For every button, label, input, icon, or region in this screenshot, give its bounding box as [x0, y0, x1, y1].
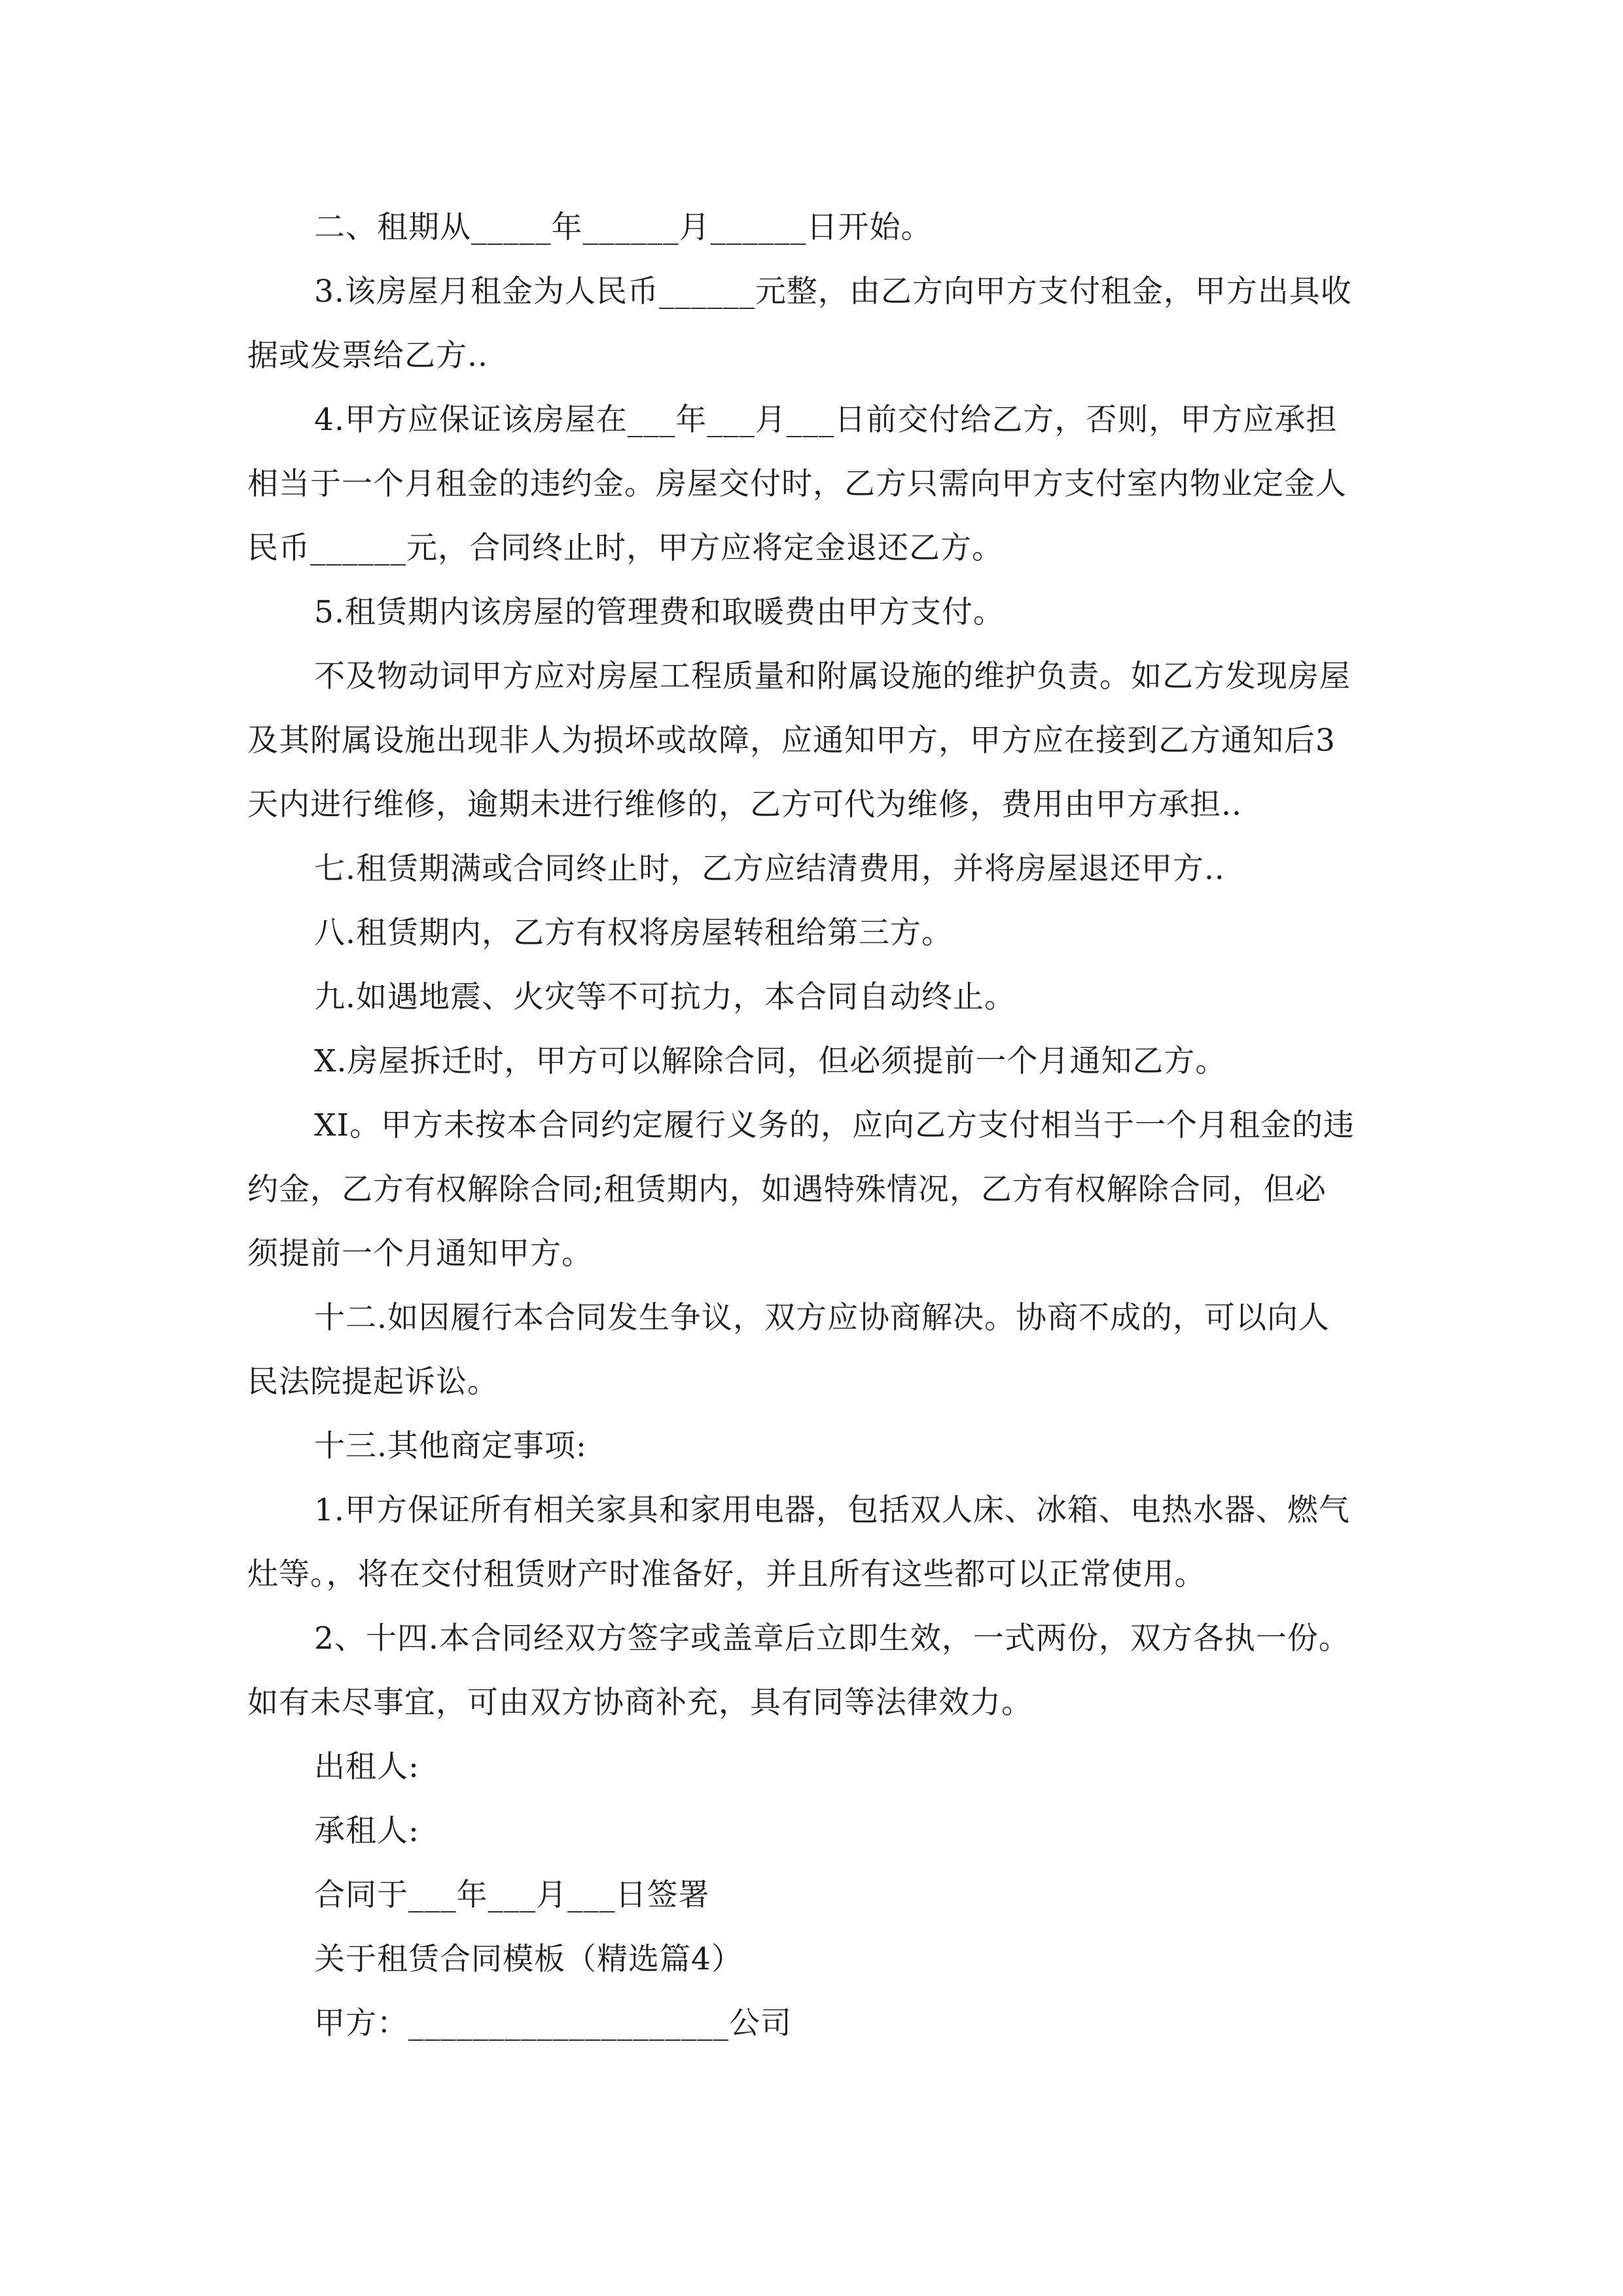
clause-4-delivery-line-2: 相当于一个月租金的违约金。房屋交付时，乙方只需向甲方支付室内物业定金人	[247, 466, 1347, 502]
clause-13-item-1-line-2: 灶等。，将在交付租赁财产时准备好，并且所有这些都可以正常使用。	[247, 1556, 1206, 1592]
clause-4-delivery-line-1: 4.甲方应保证该房屋在___年___月___日前交付给乙方，否则，甲方应承担	[314, 402, 1338, 438]
clause-7-expiry: 七.租赁期满或合同终止时，乙方应结清费用，并将房屋退还甲方..	[314, 851, 1225, 887]
clause-11-breach-line-1: XI。甲方未按本合同约定履行义务的，应向乙方支付相当于一个月租金的违	[314, 1107, 1355, 1143]
clause-6-maintenance-line-2: 及其附属设施出现非人为损坏或故障，应通知甲方，甲方应在接到乙方通知后3	[247, 723, 1336, 759]
clause-6-maintenance-line-1: 不及物动词甲方应对房屋工程质量和附属设施的维护负责。如乙方发现房屋	[314, 658, 1351, 694]
clause-5-fees: 5.租赁期内该房屋的管理费和取暖费由甲方支付。	[314, 594, 1005, 630]
clause-11-breach-line-2: 约金，乙方有权解除合同;租赁期内，如遇特殊情况，乙方有权解除合同，但必	[247, 1172, 1327, 1208]
clause-12-disputes-line-1: 十二.如因履行本合同发生争议，双方应协商解决。协商不成的，可以向人	[314, 1300, 1330, 1336]
clause-3-rent-line-1: 3.该房屋月租金为人民币______元整，由乙方向甲方支付租金，甲方出具收	[314, 274, 1352, 310]
lessor-signature-label: 出租人:	[314, 1749, 419, 1785]
clause-11-breach-line-3: 须提前一个月通知甲方。	[247, 1236, 593, 1272]
clause-13-item-1-line-1: 1.甲方保证所有相关家具和家用电器，包括双人床、冰箱、电热水器、燃气	[314, 1492, 1350, 1528]
party-a-company-line: 甲方：____________________公司	[314, 2005, 792, 2041]
clause-3-rent-line-2: 据或发票给乙方..	[247, 338, 488, 374]
clause-6-maintenance-line-3: 天内进行维修，逾期未进行维修的，乙方可代为维修，费用由甲方承担..	[247, 787, 1242, 823]
clause-13-other-matters: 十三.其他商定事项:	[314, 1428, 587, 1464]
clause-12-disputes-line-2: 民法院提起诉讼。	[247, 1364, 499, 1400]
clause-14-effect-line-1: 2、十四.本合同经双方签字或盖章后立即生效，一式两份，双方各执一份。	[314, 1621, 1350, 1657]
clause-9-force-majeure: 九.如遇地震、火灾等不可抗力，本合同自动终止。	[314, 979, 1016, 1015]
clause-10-demolition: X.房屋拆迁时，甲方可以解除合同，但必须提前一个月通知乙方。	[314, 1043, 1227, 1079]
signing-date-line: 合同于___年___月___日签署	[314, 1877, 710, 1913]
clause-8-sublease: 八.租赁期内，乙方有权将房屋转租给第三方。	[314, 915, 953, 951]
lessee-signature-label: 承租人:	[314, 1813, 419, 1849]
clause-4-delivery-line-3: 民币______元，合同终止时，甲方应将定金退还乙方。	[247, 530, 1003, 566]
clause-lease-term: 二、租期从_____年______月______日开始。	[314, 209, 933, 245]
next-template-heading: 关于租赁合同模板（精选篇4）	[314, 1941, 743, 1977]
clause-14-effect-line-2: 如有未尽事宜，可由双方协商补充，具有同等法律效力。	[247, 1685, 1033, 1721]
